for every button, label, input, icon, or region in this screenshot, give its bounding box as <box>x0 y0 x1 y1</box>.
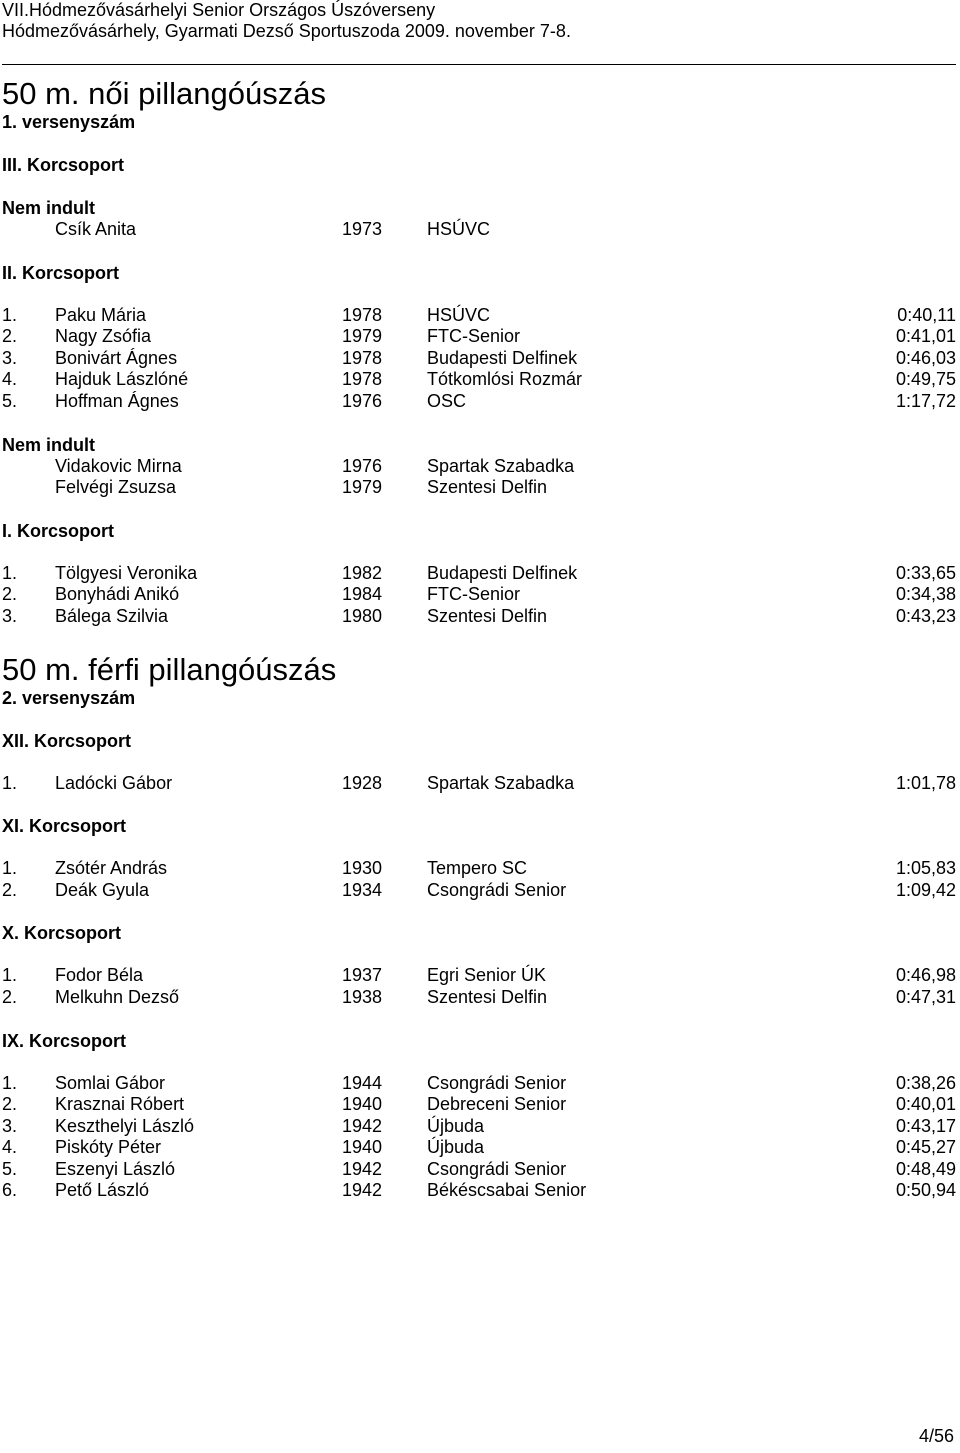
result-time: 0:41,01 <box>895 326 956 347</box>
result-time: 0:34,38 <box>895 584 956 605</box>
result-place: 3. <box>2 605 18 626</box>
result-time: 0:46,03 <box>895 347 956 368</box>
result-place: 3. <box>2 347 18 368</box>
club-name: Tótkomlósi Rozmár <box>427 369 583 390</box>
swimmer-name: Nagy Zsófia <box>55 326 152 347</box>
club-name: Egri Senior ÚK <box>427 965 547 986</box>
swimmer-name: Krasznai Róbert <box>55 1094 185 1115</box>
club-name: Budapesti Delfinek <box>427 347 578 368</box>
birth-year: 1930 <box>342 858 383 879</box>
spacer <box>0 413 960 434</box>
result-row <box>0 1180 960 1202</box>
swimmer-name: Deák Gyula <box>55 879 150 900</box>
birth-year: 1934 <box>342 879 383 900</box>
age-group-section <box>0 815 960 901</box>
club-name: Debreceni Senior <box>427 1094 567 1115</box>
club-name: Szentesi Delfin <box>427 605 548 626</box>
swimmer-name: Vidakovic Mirna <box>55 455 182 476</box>
age-group-section <box>0 262 960 499</box>
result-time: 0:49,75 <box>895 369 956 390</box>
swimmer-name: Tölgyesi Veronika <box>55 562 198 583</box>
result-row <box>0 880 960 902</box>
result-time: 0:40,01 <box>895 1094 956 1115</box>
swimmer-name: Paku Mária <box>55 304 147 325</box>
result-place: 2. <box>2 879 18 900</box>
result-place: 4. <box>2 369 18 390</box>
not-started-heading: Nem indult <box>2 198 95 218</box>
age-group-heading: XII. Korcsoport <box>2 730 132 751</box>
birth-year: 1942 <box>342 1180 383 1201</box>
club-name: Csongrádi Senior <box>427 1072 567 1093</box>
club-name: Szentesi Delfin <box>427 477 548 498</box>
result-place: 5. <box>2 1158 18 1179</box>
club-name: HSÚVC <box>427 219 491 239</box>
header-title: VII.Hódmezővásárhelyi Senior Országos Úszóverseny <box>2 0 436 20</box>
birth-year: 1928 <box>342 772 383 793</box>
age-group-section <box>0 1030 960 1203</box>
birth-year: 1979 <box>342 477 383 498</box>
age-group-heading: X. Korcsoport <box>2 923 122 944</box>
result-place: 6. <box>2 1180 18 1201</box>
result-place: 5. <box>2 390 18 411</box>
club-name: FTC-Senior <box>427 584 521 605</box>
result-time: 1:09,42 <box>895 879 956 900</box>
result-place: 1. <box>2 304 18 325</box>
birth-year: 1978 <box>342 369 383 390</box>
result-row <box>0 1137 960 1159</box>
result-row <box>0 965 960 987</box>
result-row <box>0 606 960 628</box>
result-time: 0:50,94 <box>895 1180 956 1201</box>
result-time: 0:33,65 <box>895 562 956 583</box>
swimmer-name: Bonivárt Ágnes <box>55 347 178 368</box>
birth-year: 1937 <box>342 965 383 986</box>
result-place: 2. <box>2 326 18 347</box>
result-row <box>0 584 960 606</box>
birth-year: 1982 <box>342 562 383 583</box>
age-group-heading: IX. Korcsoport <box>2 1030 127 1051</box>
club-name: Spartak Szabadka <box>427 455 575 476</box>
result-place: 1. <box>2 1072 18 1093</box>
birth-year: 1976 <box>342 455 383 476</box>
result-place: 3. <box>2 1115 18 1136</box>
result-time: 1:05,83 <box>895 858 956 879</box>
age-group-heading: I. Korcsoport <box>2 520 115 541</box>
swimmer-name: Hoffman Ágnes <box>55 390 179 411</box>
result-row <box>0 773 960 795</box>
result-time: 1:17,72 <box>895 390 956 411</box>
result-row <box>0 987 960 1009</box>
result-time: 0:40,11 <box>897 304 956 325</box>
age-group-heading: II. Korcsoport <box>2 262 120 283</box>
birth-year: 1984 <box>342 584 383 605</box>
result-time: 0:48,49 <box>895 1158 956 1179</box>
event-block <box>0 75 960 628</box>
swimmer-name: Melkuhn Dezső <box>55 986 180 1007</box>
birth-year: 1940 <box>342 1094 383 1115</box>
club-name: Szentesi Delfin <box>427 986 548 1007</box>
results-content <box>0 75 960 1225</box>
club-name: Békéscsabai Senior <box>427 1180 587 1201</box>
birth-year: 1942 <box>342 1158 383 1179</box>
club-name: HSÚVC <box>427 304 491 325</box>
swimmer-name: Fodor Béla <box>55 965 144 986</box>
result-place: 4. <box>2 1137 18 1158</box>
birth-year: 1978 <box>342 304 383 325</box>
page-number: 4/56 <box>918 1426 954 1446</box>
result-time: 0:45,27 <box>895 1137 956 1158</box>
event-title: 50 m. férfi pillangóúszás <box>2 651 337 687</box>
result-time: 0:47,31 <box>895 986 956 1007</box>
result-time: 0:43,17 <box>895 1115 956 1136</box>
swimmer-name: Csík Anita <box>55 219 137 239</box>
club-name: Tempero SC <box>427 858 528 879</box>
result-row <box>0 1073 960 1095</box>
club-name: Spartak Szabadka <box>427 772 575 793</box>
result-place: 1. <box>2 772 18 793</box>
birth-year: 1944 <box>342 1072 383 1093</box>
swimmer-name: Ladócki Gábor <box>55 772 173 793</box>
club-name: FTC-Senior <box>427 326 521 347</box>
event-number: 2. versenyszám <box>2 687 136 708</box>
age-group-section <box>0 520 960 628</box>
not-started-heading: Nem indult <box>2 434 95 455</box>
result-place: 1. <box>2 562 18 583</box>
event-block <box>0 651 960 1203</box>
club-name: Csongrádi Senior <box>427 1158 567 1179</box>
result-row <box>0 1116 960 1138</box>
swimmer-name: Zsótér András <box>55 858 168 879</box>
result-row <box>0 1159 960 1181</box>
not-started-row <box>0 219 960 241</box>
club-name: Csongrádi Senior <box>427 879 567 900</box>
age-group-section <box>0 730 960 795</box>
result-time: 1:01,78 <box>895 772 956 793</box>
result-row <box>0 305 960 327</box>
birth-year: 1976 <box>342 390 383 411</box>
result-row <box>0 348 960 370</box>
swimmer-name: Keszthelyi László <box>55 1115 195 1136</box>
event-title: 50 m. női pillangóúszás <box>2 76 326 111</box>
swimmer-name: Pető László <box>55 1180 150 1201</box>
event-number: 1. versenyszám <box>2 112 136 132</box>
swimmer-name: Bálega Szilvia <box>55 605 169 626</box>
birth-year: 1942 <box>342 1115 383 1136</box>
result-row <box>0 391 960 413</box>
birth-year: 1979 <box>342 326 383 347</box>
club-name: OSC <box>427 390 467 411</box>
header-subtitle: Hódmezővásárhely, Gyarmati Dezső Sportuszoda 2009. november 7-8. <box>2 21 571 41</box>
result-row <box>0 326 960 348</box>
birth-year: 1938 <box>342 986 383 1007</box>
swimmer-name: Somlai Gábor <box>55 1072 166 1093</box>
age-group-section <box>0 922 960 1008</box>
swimmer-name: Piskóty Péter <box>55 1137 162 1158</box>
swimmer-name: Bonyhádi Anikó <box>55 584 180 605</box>
result-time: 0:38,26 <box>895 1072 956 1093</box>
result-place: 2. <box>2 986 18 1007</box>
result-row <box>0 858 960 880</box>
age-group-section <box>0 154 960 241</box>
result-place: 2. <box>2 1094 18 1115</box>
swimmer-name: Eszenyi László <box>55 1158 176 1179</box>
birth-year: 1980 <box>342 605 383 626</box>
document-header <box>2 0 956 65</box>
birth-year: 1978 <box>342 347 383 368</box>
club-name: Újbuda <box>427 1115 485 1136</box>
result-time: 0:43,23 <box>895 605 956 626</box>
birth-year: 1973 <box>342 219 383 239</box>
swimmer-name: Felvégi Zsuzsa <box>55 477 177 498</box>
age-group-heading: XI. Korcsoport <box>2 816 127 837</box>
club-name: Újbuda <box>427 1137 485 1158</box>
swimmer-name: Hajduk Lászlóné <box>55 369 189 390</box>
birth-year: 1940 <box>342 1137 383 1158</box>
result-place: 1. <box>2 858 18 879</box>
not-started-row <box>0 477 960 499</box>
not-started-row <box>0 456 960 478</box>
result-row <box>0 369 960 391</box>
result-time: 0:46,98 <box>895 965 956 986</box>
result-row <box>0 563 960 585</box>
club-name: Budapesti Delfinek <box>427 562 578 583</box>
result-row <box>0 1094 960 1116</box>
result-place: 1. <box>2 965 18 986</box>
age-group-heading: III. Korcsoport <box>2 155 125 175</box>
result-place: 2. <box>2 584 18 605</box>
